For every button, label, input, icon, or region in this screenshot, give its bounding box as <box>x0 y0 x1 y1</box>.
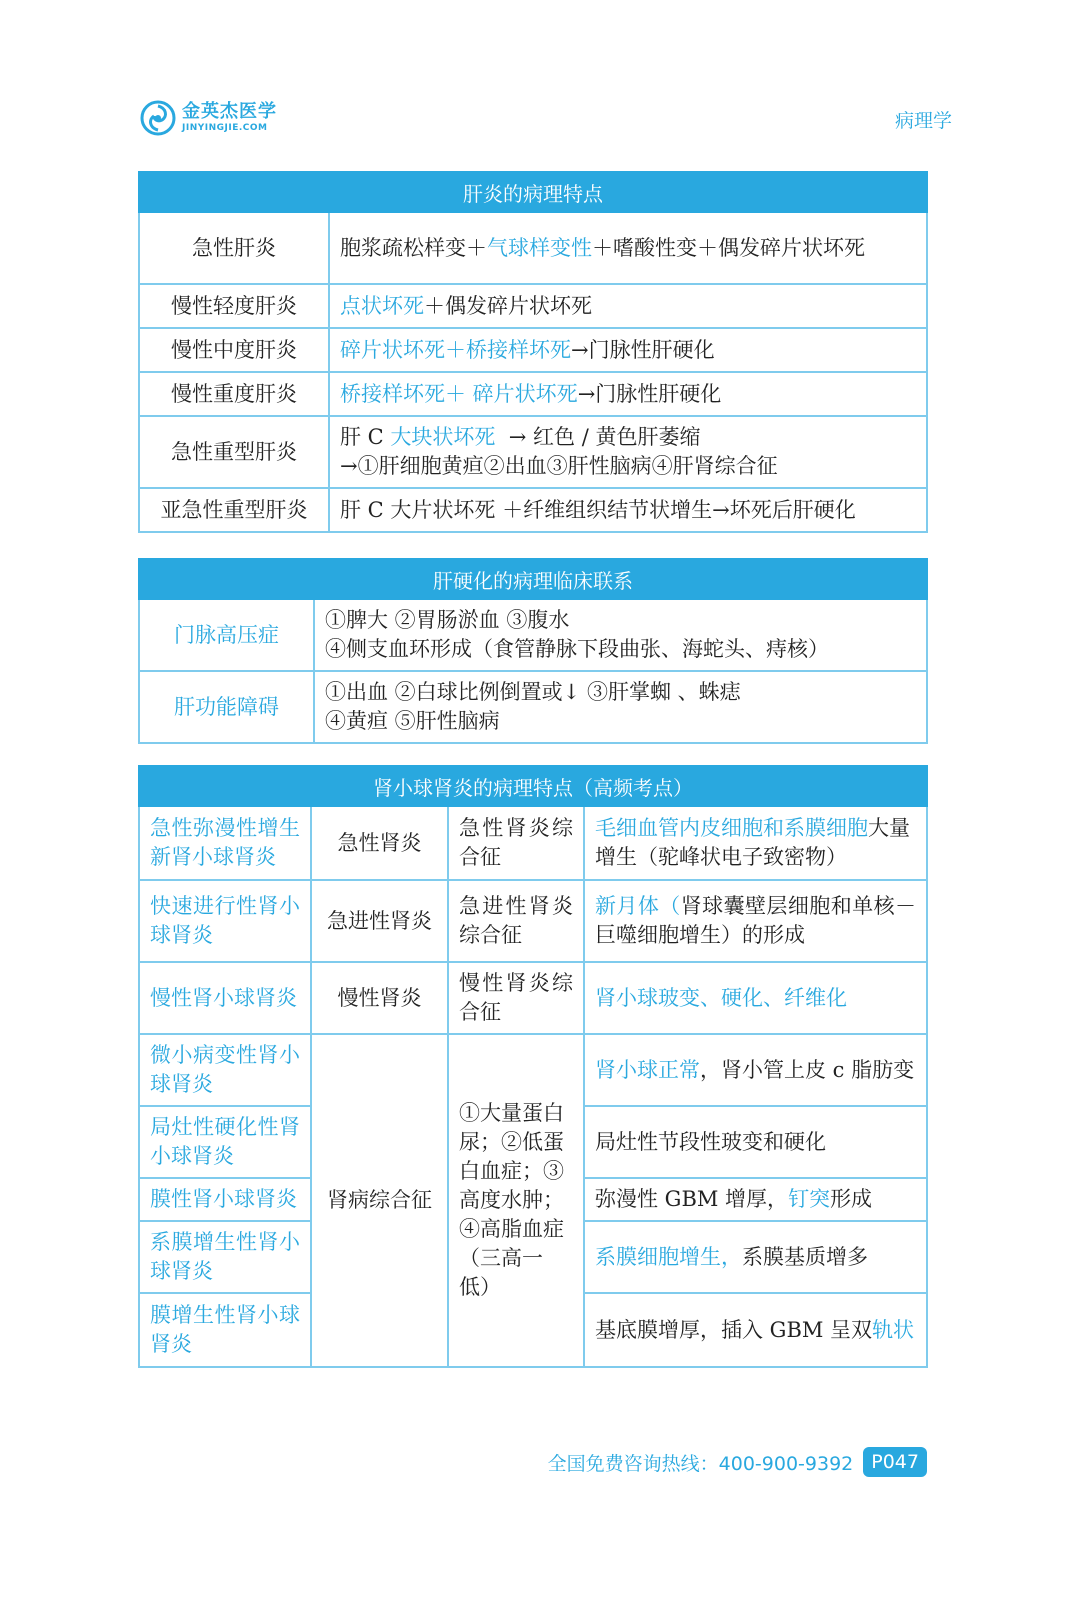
row-label: 亚急性重型肝炎 <box>139 488 329 532</box>
nephritis-type: 急性弥漫性增生新肾小球肾炎 <box>139 806 311 880</box>
row-label: 急性肝炎 <box>139 212 329 284</box>
row-label: 慢性中度肝炎 <box>139 328 329 372</box>
syndrome: ①大量蛋白尿；②低蛋白血症；③高度水肿；④高脂血症（三高一低） <box>448 1034 584 1367</box>
pathology-feature: 毛细血管内皮细胞和系膜细胞大量增生（驼峰状电子致密物） <box>584 806 927 880</box>
clinical-type: 肾病综合征 <box>311 1034 448 1367</box>
nephritis-type: 膜性肾小球肾炎 <box>139 1178 311 1221</box>
pathology-feature: 弥漫性 GBM 增厚，钉突形成 <box>584 1178 927 1221</box>
pathology-feature: 肾小球正常，肾小管上皮 c 脂肪变 <box>584 1034 927 1106</box>
nephritis-type: 系膜增生性肾小球肾炎 <box>139 1221 311 1293</box>
row-label: 慢性重度肝炎 <box>139 372 329 416</box>
hepatitis-table <box>138 171 928 533</box>
row-content: 肝 C 大块状坏死 → 红色 / 黄色肝萎缩 →①肝细胞黄疸②出血③肝性脑病④肝肾综合征 <box>329 416 927 488</box>
table-caption: 肝炎的病理特点 <box>139 172 927 212</box>
logo-name: 金英杰医学 <box>182 101 277 122</box>
row-content: 桥接样坏死＋ 碎片状坏死→门脉性肝硬化 <box>329 372 927 416</box>
page-header <box>140 96 952 140</box>
row-content: 胞浆疏松样变＋气球样变性＋嗜酸性变＋偶发碎片状坏死 <box>329 212 927 284</box>
row-label: 门脉高压症 <box>139 599 314 671</box>
syndrome: 急性肾炎综合征 <box>448 806 584 880</box>
clinical-type: 急性肾炎 <box>311 806 448 880</box>
table-caption: 肝硬化的病理临床联系 <box>139 559 927 599</box>
nephritis-type: 膜增生性肾小球肾炎 <box>139 1293 311 1367</box>
page-number-badge: P047 <box>863 1447 927 1477</box>
row-content: ①出血 ②白球比例倒置或↓ ③肝掌蜘 、蛛痣 ④黄疸 ⑤肝性脑病 <box>314 671 927 743</box>
pathology-feature: 肾小球玻变、硬化、纤维化 <box>584 962 927 1034</box>
row-content: ①脾大 ②胃肠淤血 ③腹水 ④侧支血环形成（食管静脉下段曲张、海蛇头、痔核） <box>314 599 927 671</box>
cirrhosis-table <box>138 558 928 744</box>
nephritis-type: 微小病变性肾小球肾炎 <box>139 1034 311 1106</box>
pathology-feature: 新月体（肾球囊壁层细胞和单核－巨噬细胞增生）的形成 <box>584 880 927 962</box>
subject-title: 病理学 <box>894 110 952 132</box>
row-label: 急性重型肝炎 <box>139 416 329 488</box>
page-footer <box>548 1447 927 1477</box>
glomerulonephritis-table <box>138 765 928 1368</box>
table-caption: 肾小球肾炎的病理特点（高频考点） <box>139 766 927 806</box>
row-content: 点状坏死＋偶发碎片状坏死 <box>329 284 927 328</box>
brand-logo <box>140 100 277 136</box>
pathology-feature: 系膜细胞增生，系膜基质增多 <box>584 1221 927 1293</box>
row-content: 碎片状坏死＋桥接样坏死→门脉性肝硬化 <box>329 328 927 372</box>
syndrome: 慢性肾炎综合征 <box>448 962 584 1034</box>
syndrome: 急进性肾炎综合征 <box>448 880 584 962</box>
logo-swirl-icon <box>140 100 176 136</box>
nephritis-type: 快速进行性肾小球肾炎 <box>139 880 311 962</box>
row-label: 慢性轻度肝炎 <box>139 284 329 328</box>
row-label: 肝功能障碍 <box>139 671 314 743</box>
row-content: 肝 C 大片状坏死 ＋纤维组织结节状增生→坏死后肝硬化 <box>329 488 927 532</box>
pathology-feature: 局灶性节段性玻变和硬化 <box>584 1106 927 1178</box>
clinical-type: 急进性肾炎 <box>311 880 448 962</box>
hotline-text: 全国免费咨询热线：400-900-9392 <box>547 1452 854 1475</box>
pathology-feature: 基底膜增厚，插入 GBM 呈双轨状 <box>584 1293 927 1367</box>
nephritis-type: 慢性肾小球肾炎 <box>139 962 311 1034</box>
logo-domain: JINYINGJIE.COM <box>182 123 268 133</box>
clinical-type: 慢性肾炎 <box>311 962 448 1034</box>
nephritis-type: 局灶性硬化性肾小球肾炎 <box>139 1106 311 1178</box>
